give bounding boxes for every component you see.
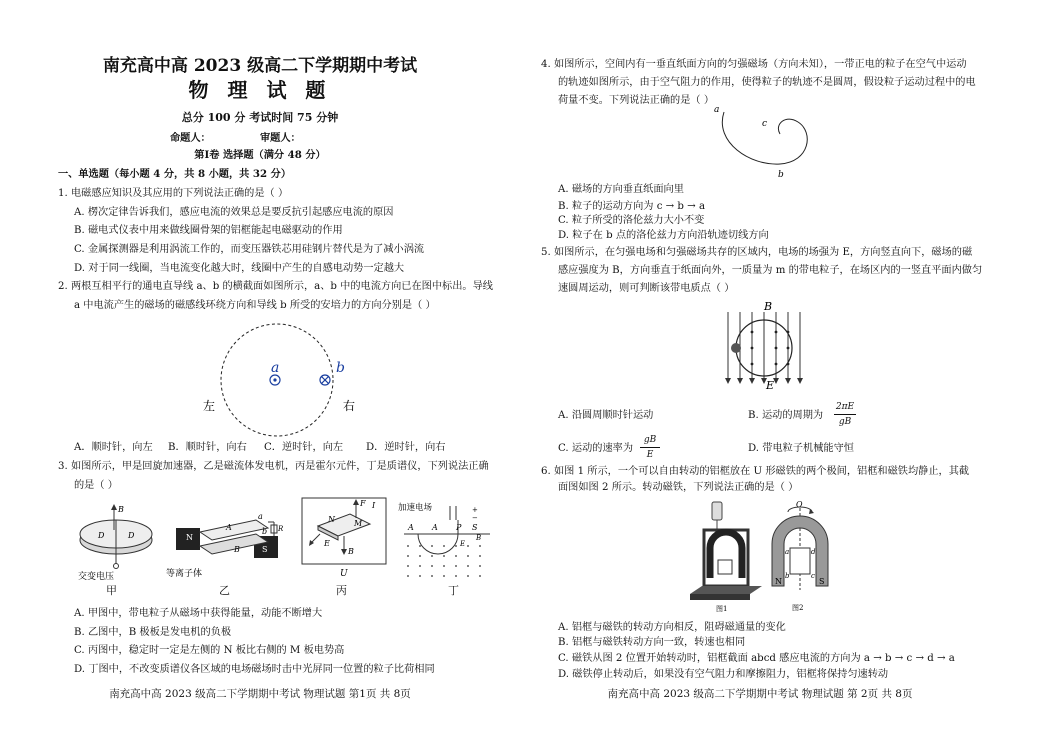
- hall-voltage-label: U: [340, 569, 348, 579]
- svg-text:E: E: [324, 539, 330, 548]
- q5-field-figure: [722, 300, 812, 392]
- point-b-label: b: [778, 170, 784, 180]
- q4-option-a: A. 磁场的方向垂直纸面向里: [558, 184, 684, 195]
- fig2-caption: 图2: [792, 604, 804, 612]
- q2-option-c: C．逆时针，向左: [264, 442, 344, 453]
- svg-text:S: S: [472, 523, 478, 532]
- subject-title: 物 理 试 题: [188, 78, 332, 102]
- svg-text:E: E: [460, 540, 466, 548]
- svg-text:N: N: [328, 515, 335, 524]
- mhd-generator-figure: [164, 506, 292, 578]
- svg-text:F: F: [360, 499, 366, 508]
- q5-stem-line1: 5. 如图所示，在匀强电场和匀强磁场共存的区域内，电场的场强为 E，方向竖直向下，磁场的磁: [541, 247, 973, 258]
- q4-option-b: B. 粒子的运动方向为 c → b → a: [558, 201, 706, 212]
- mass-spectrometer-figure: [398, 500, 494, 582]
- q6-option-c: C. 磁铁从图 2 位置开始转动时，铝框截面 abcd 感应电流的方向为 a → b → c → d → a: [558, 653, 955, 664]
- q5-option-c: C. 运动的速率为: [558, 443, 634, 454]
- q6-option-a: A. 铝框与磁铁的转动方向相反，阻碍磁通量的变化: [558, 622, 786, 633]
- svg-text:N: N: [775, 577, 782, 586]
- svg-text:N: N: [186, 533, 193, 542]
- cyclotron-figure: [74, 500, 160, 586]
- caption-bing: 丙: [336, 584, 347, 597]
- fig1-caption: 图1: [716, 605, 728, 613]
- q6-stem-line1: 6. 如图 1 所示，一个可以自由转动的铝框放在 U 形磁铁的两个极间，铝框和磁铁均静止，其截: [541, 466, 970, 477]
- setter-label: 命题人：: [170, 132, 211, 144]
- q4-trajectory-figure: [710, 102, 820, 180]
- q5-option-b: B. 运动的周期为: [748, 410, 824, 421]
- q1-option-a: A. 楞次定律告诉我们，感应电流的效果总是要反抗引起感应电流的原因: [74, 207, 394, 218]
- score-time: 总分 100 分 考试时间 75 分钟: [181, 111, 339, 124]
- svg-text:+: +: [472, 506, 478, 514]
- q5-stem-line3: 速圆周运动，则可判断该带电质点（ ）: [558, 283, 735, 294]
- q6-fig2: [768, 498, 838, 614]
- svg-text:P: P: [456, 523, 462, 532]
- q5-b-numerator: 2πE: [835, 402, 855, 412]
- fraction-bar: [640, 447, 660, 448]
- svg-text:S: S: [819, 577, 825, 586]
- svg-text:A: A: [432, 523, 438, 532]
- q5-c-numerator: gB: [643, 435, 657, 445]
- q2-option-b: B．顺时针，向右: [168, 442, 247, 453]
- svg-text:B: B: [348, 547, 354, 556]
- q4-stem-line3: 荷量不变。下列说法正确的是（ ）: [558, 95, 715, 106]
- svg-text:S: S: [262, 545, 268, 554]
- q3-option-c: C. 丙图中，稳定时一定是左侧的 N 板比右侧的 M 板电势高: [74, 645, 345, 656]
- q5-option-a: A. 沿圆周顺时针运动: [558, 410, 654, 421]
- exam-title: 南充高中高 2023 级高二下学期期中考试: [102, 56, 418, 76]
- q5-b-denominator: gB: [838, 417, 852, 427]
- svg-text:−: −: [472, 514, 478, 522]
- q5-option-d: D. 带电粒子机械能守恒: [748, 443, 854, 454]
- svg-text:b: b: [262, 527, 268, 536]
- q4-option-d: D. 粒子在 b 点的洛伦兹力方向沿轨迹切线方向: [558, 230, 769, 241]
- part-title: 一、单选题（每小题 4 分，共 8 小题，共 32 分）: [58, 168, 292, 180]
- svg-text:I: I: [372, 501, 376, 510]
- q6-option-d: D. 磁铁停止转动后，如果没有空气阻力和摩擦阻力，铝框将保持匀速转动: [558, 669, 889, 680]
- q6-stem-line2: 面图如图 2 所示。转动磁铁，下列说法正确的是（ ）: [558, 482, 799, 493]
- q3-option-b: B. 乙图中，B 极板是发电机的负极: [74, 627, 232, 638]
- plasma-label: 等离子体: [166, 569, 203, 579]
- q5-stem-line2: 感应强度为 B，方向垂直于纸面向外，一质量为 m 的带电粒子，在场区内的一竖直平面内做匀: [558, 265, 983, 276]
- q1-option-b: B. 磁电式仪表中用来做线圈骨架的铝框能起电磁驱动的作用: [74, 225, 343, 236]
- q3-stem-line2: 的是（ ）: [74, 480, 118, 491]
- cyclotron-label: 交变电压: [78, 572, 115, 582]
- caption-ding: 丁: [448, 584, 459, 597]
- q2-figure: [195, 318, 385, 438]
- svg-text:B: B: [118, 505, 124, 514]
- wire-b-label: b: [336, 360, 345, 376]
- q3-option-d: D. 丁图中，不改变质谱仪各区域的电场磁场时击中光屏同一位置的粒子比荷相同: [74, 664, 435, 675]
- svg-text:a: a: [258, 512, 263, 521]
- svg-text:A: A: [408, 523, 414, 532]
- svg-text:b: b: [785, 572, 790, 580]
- accel-field-label: 加速电场: [398, 503, 433, 513]
- q2-stem-line1: 2. 两根互相平行的通电直导线 a、b 的横截面如图所示，a、b 中的电流方向已在图中标出。导线: [58, 281, 493, 292]
- caption-yi: 乙: [219, 584, 230, 597]
- hall-element-figure: [300, 496, 390, 578]
- svg-text:c: c: [811, 572, 815, 580]
- footer-right: 南充高中高 2023 级高二下学期期中考试 物理试题 第 2页 共 8页: [607, 688, 913, 700]
- wire-a-label: a: [271, 360, 280, 376]
- axis-o-label: O: [796, 500, 803, 509]
- svg-text:A: A: [226, 523, 232, 532]
- svg-text:a: a: [785, 548, 790, 556]
- q2-option-d: D．逆时针，向右: [366, 442, 446, 453]
- q1-option-d: D. 对于同一线圈，当电流变化越大时，线圈中产生的自感电动势一定越大: [74, 263, 405, 274]
- point-a-label: a: [714, 105, 720, 115]
- reviewer-label: 审题人：: [260, 132, 301, 144]
- footer-left: 南充高中高 2023 级高二下学期期中考试 物理试题 第1页 共 8页: [109, 688, 411, 700]
- svg-text:d: d: [811, 548, 816, 556]
- point-c-label: c: [762, 119, 768, 129]
- q6-fig1: [686, 498, 766, 614]
- field-b-label: B: [764, 300, 773, 313]
- q5-c-denominator: E: [646, 450, 654, 460]
- svg-text:B: B: [476, 534, 482, 542]
- q3-option-a: A. 甲图中，带电粒子从磁场中获得能量，动能不断增大: [74, 608, 323, 619]
- svg-text:M: M: [354, 519, 363, 528]
- caption-jia: 甲: [106, 584, 117, 597]
- right-label: 右: [343, 399, 356, 413]
- q4-stem-line1: 4. 如图所示，空间内有一垂直纸面方向的匀强磁场（方向未知），一带正电的粒子在空气中运动: [541, 59, 967, 70]
- svg-text:R: R: [278, 525, 284, 533]
- field-e-label: E: [766, 379, 775, 392]
- q4-stem-line2: 的轨迹如图所示，由于空气阻力的作用，使得粒子的轨迹不是圆周，假设粒子运动过程中的电: [558, 77, 976, 88]
- q2-stem-line2: a 中电流产生的磁场的磁感线环绕方向和导线 b 所受的安培力的方向分别是（ ）: [74, 300, 436, 311]
- q6-option-b: B. 铝框与磁铁转动方向一致，转速也相同: [558, 637, 746, 648]
- left-label: 左: [203, 399, 216, 413]
- svg-text:B: B: [234, 545, 240, 554]
- q1-option-c: C. 金属探测器是利用涡流工作的，而变压器铁芯用硅钢片替代是为了减小涡流: [74, 244, 425, 255]
- section-title: 第Ⅰ卷 选择题（满分 48 分）: [194, 149, 326, 161]
- q3-stem-line1: 3. 如图所示，甲是回旋加速器，乙是磁流体发电机，丙是霍尔元件，丁是质谱仪，下列说法正确: [58, 461, 489, 472]
- q2-option-a: A．顺时针，向左: [74, 442, 153, 453]
- q4-option-c: C. 粒子所受的洛伦兹力大小不变: [558, 215, 705, 226]
- svg-text:D: D: [128, 531, 135, 540]
- q1-stem: 1. 电磁感应知识及其应用的下列说法正确的是（ ）: [58, 188, 289, 199]
- fraction-bar: [834, 414, 856, 415]
- svg-text:D: D: [98, 531, 105, 540]
